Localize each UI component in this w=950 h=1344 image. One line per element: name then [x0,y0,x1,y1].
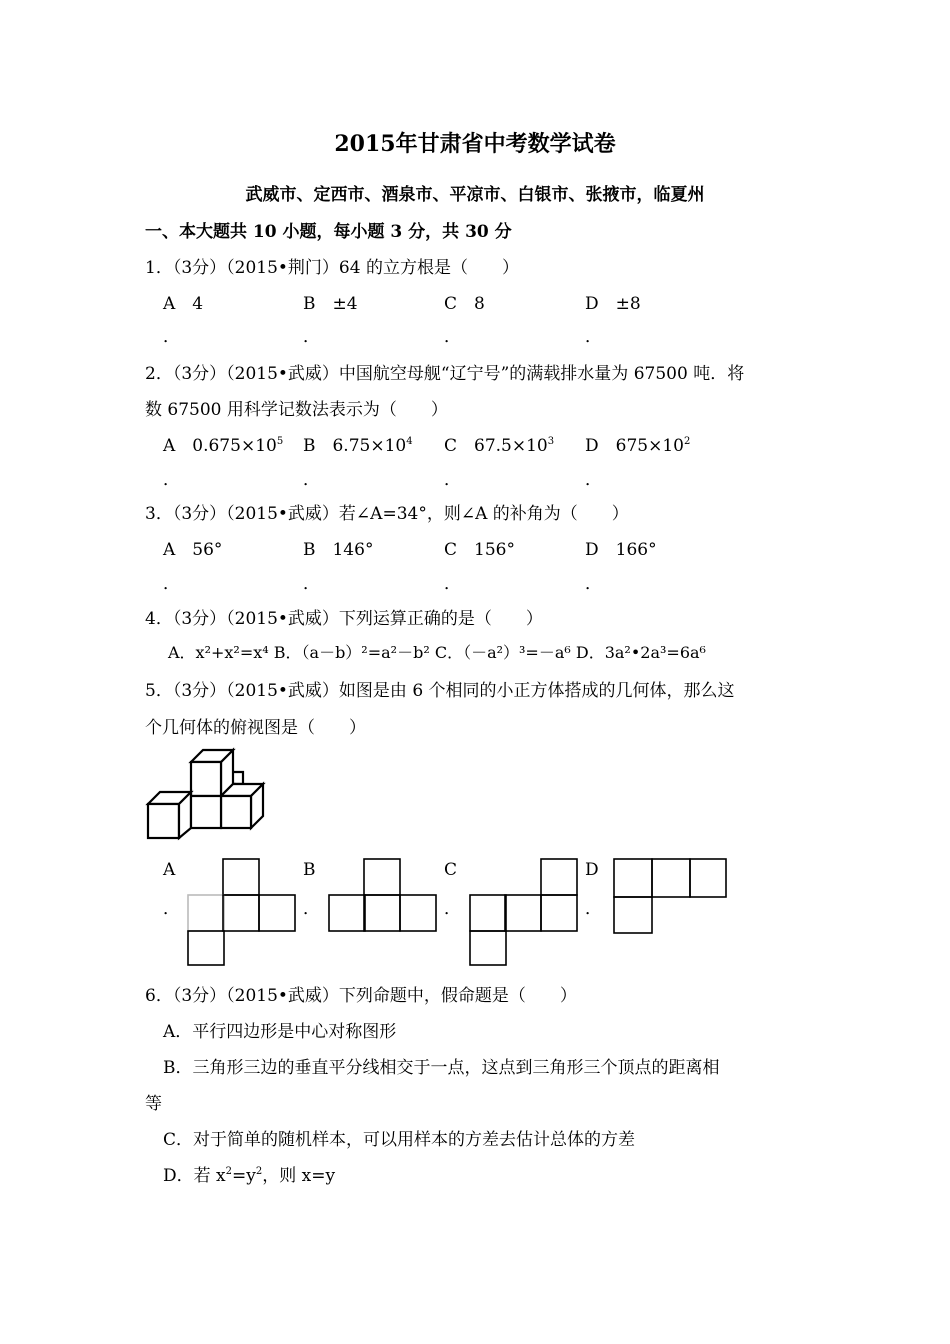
q3-dot-c: ． [444,574,461,594]
question-1-stem: 1．（3分）（2015•荆门）64 的立方根是（ ） [145,258,519,278]
q5-dot-b: ． [303,899,320,919]
q5-option-c-label: C [444,860,458,880]
q2-dot-b: ． [303,470,320,490]
question-2-stem-line1: 2．（3分）（2015•武威）中国航空母舰“辽宁号”的满载排水量为 67500 吨．将 [145,364,745,384]
q5-option-d-figure [612,857,730,935]
q1-dot-c: ． [444,327,461,347]
q1-option-d: D ±8 [585,294,641,314]
q2-dot-c: ． [444,470,461,490]
q3-option-c: C 156° [444,540,515,560]
q1-option-b: B ±4 [303,294,358,314]
q3-option-a: A 56° [163,540,223,560]
question-5-stem-line2: 个几何体的俯视图是（ ） [145,718,366,738]
q3-dot-b: ． [303,574,320,594]
q3-option-d: D 166° [585,540,657,560]
question-5-stem-line1: 5．（3分）（2015•武威）如图是由 6 个相同的小正方体搭成的几何体，那么这 [145,681,735,701]
q1-option-c: C 8 [444,294,485,314]
q5-dot-d: ． [585,899,602,919]
q5-dot-c: ． [444,899,461,919]
q2-option-c: C $67.5\times 10^3$ [444,436,555,456]
q5-option-c-figure [469,857,581,967]
q5-option-b-figure [328,857,440,935]
q1-option-a: A 4 [163,294,204,314]
question-6-stem: 6．（3分）（2015•武威）下列命题中，假命题是（ ） [145,986,577,1006]
q1-dot-a: ． [163,327,180,347]
q2-dot-d: ． [585,470,602,490]
q1-dot-b: ． [303,327,320,347]
question-3-stem: 3．（3分）（2015•武威）若∠A=34°，则∠A 的补角为（ ） [145,504,629,524]
q6-option-a: A．平行四边形是中心对称图形 [163,1022,397,1042]
q2-option-a: A $0.675\times 10^5$ [163,436,284,456]
q5-option-d-label: D [585,860,599,880]
q5-option-b-label: B [303,860,316,880]
question-4-stem: 4．（3分）（2015•武威）下列运算正确的是（ ） [145,609,543,629]
q5-option-a-label: A [163,860,176,880]
q6-option-b-line2: 等 [145,1094,162,1114]
cube-figure [145,750,270,845]
page-title: 2015年甘肃省中考数学试卷 [334,131,616,157]
section-heading: 一、本大题共 10 小题，每小题 3 分，共 30 分 [145,222,512,242]
q4-options: A．x²+x²=x⁴ B．（a－b）²=a²－b² C．（－a²）³=－a⁶ D．3a²•2a³=6a⁶ [168,643,706,662]
q6-option-c: C．对于简单的随机样本，可以用样本的方差去估计总体的方差 [163,1130,636,1150]
question-2-stem-line2: 数 67500 用科学记数法表示为（ ） [145,400,448,420]
q1-dot-d: ． [585,327,602,347]
q3-dot-d: ． [585,574,602,594]
q6-option-b-line1: B．三角形三边的垂直平分线相交于一点，这点到三角形三个顶点的距离相 [163,1058,720,1078]
q2-dot-a: ． [163,470,180,490]
q3-dot-a: ． [163,574,180,594]
page-subtitle: 武威市、定西市、酒泉市、平凉市、白银市、张掖市，临夏州 [245,185,705,205]
q5-dot-a: ． [163,899,180,919]
q3-option-b: B 146° [303,540,374,560]
q2-option-b: B $6.75\times 10^4$ [303,436,413,456]
q6-option-d: D．若 $x^2=y^2$，则 x=y [163,1166,336,1186]
q2-option-d: D $675\times 10^2$ [585,436,691,456]
q5-option-a-figure [187,857,299,967]
